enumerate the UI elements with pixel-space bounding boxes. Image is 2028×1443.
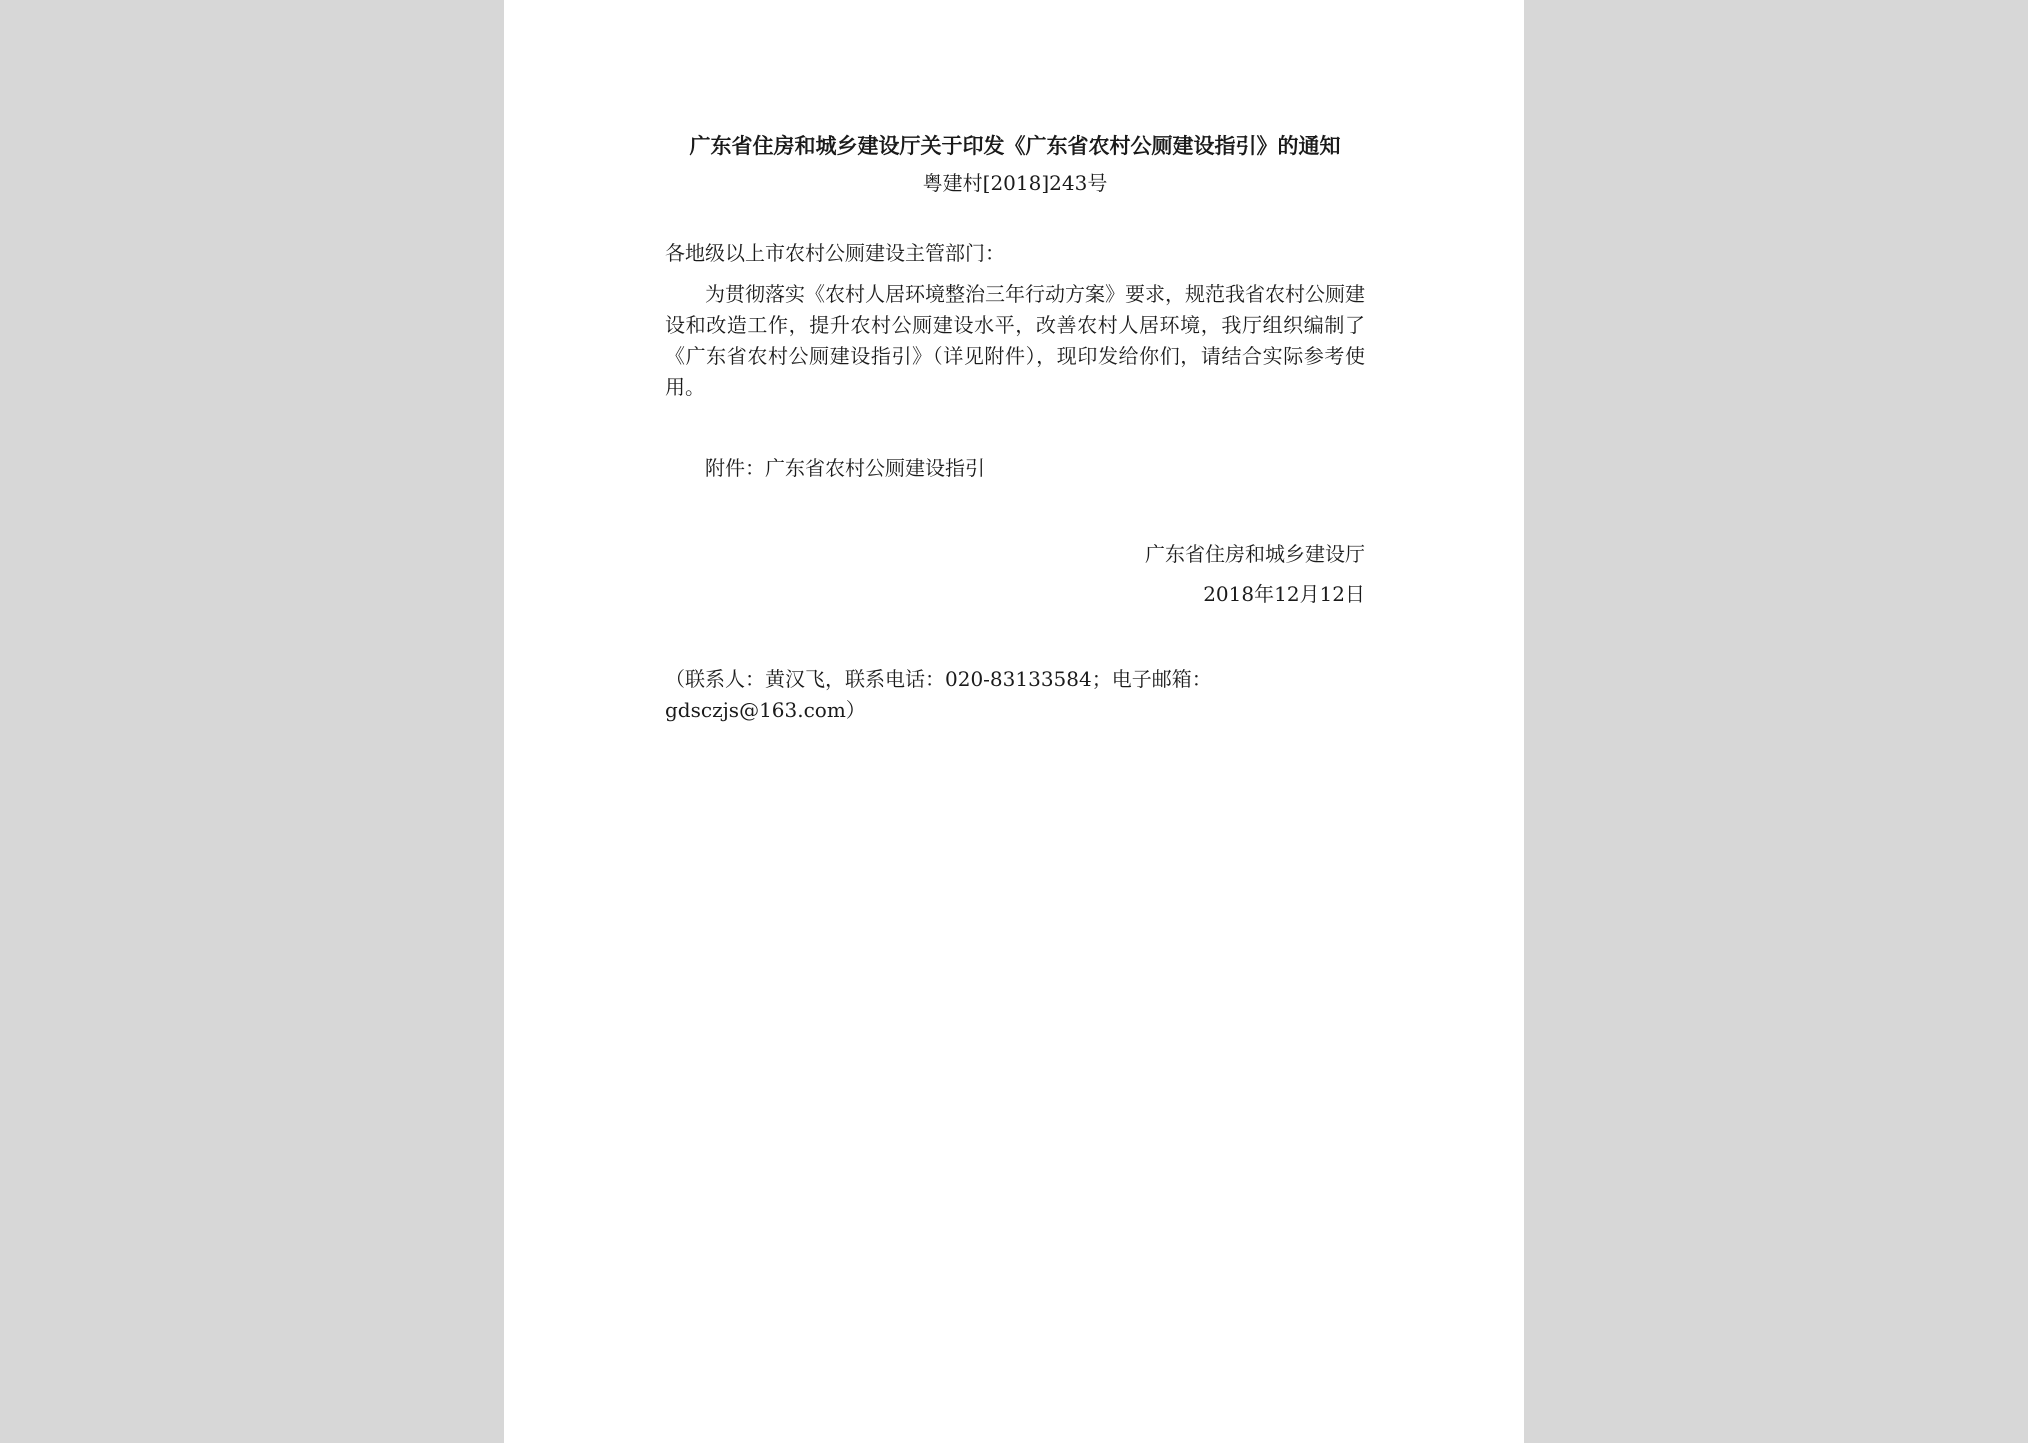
document-number: 粤建村[2018]243号 [922,171,1108,195]
attachment-line: 附件：广东省农村公厕建设指引 [705,456,985,480]
issuer-name: 广东省住房和城乡建设厅 [1145,542,1365,566]
salutation: 各地级以上市农村公厕建设主管部门： [665,241,1005,265]
contact-info: （联系人：黄汉飞，联系电话：020-83133584；电子邮箱：gdsczjs@163.com） [665,667,1212,722]
document-title: 广东省住房和城乡建设厅关于印发《广东省农村公厕建设指引》的通知 [689,134,1341,158]
signature-block [665,534,1365,614]
issue-date: 2018年12月12日 [1203,582,1365,606]
body-paragraph: 为贯彻落实《农村人居环境整治三年行动方案》要求，规范我省农村公厕建设和改造工作，提升农村公厕建设水平，改善农村人居环境，我厅组织编制了《广东省农村公厕建设指引》（详见附件），现印发给你们，请结合实际参考使用。 [665,282,1365,399]
document-page [504,0,1524,1443]
page-content [665,130,1365,726]
